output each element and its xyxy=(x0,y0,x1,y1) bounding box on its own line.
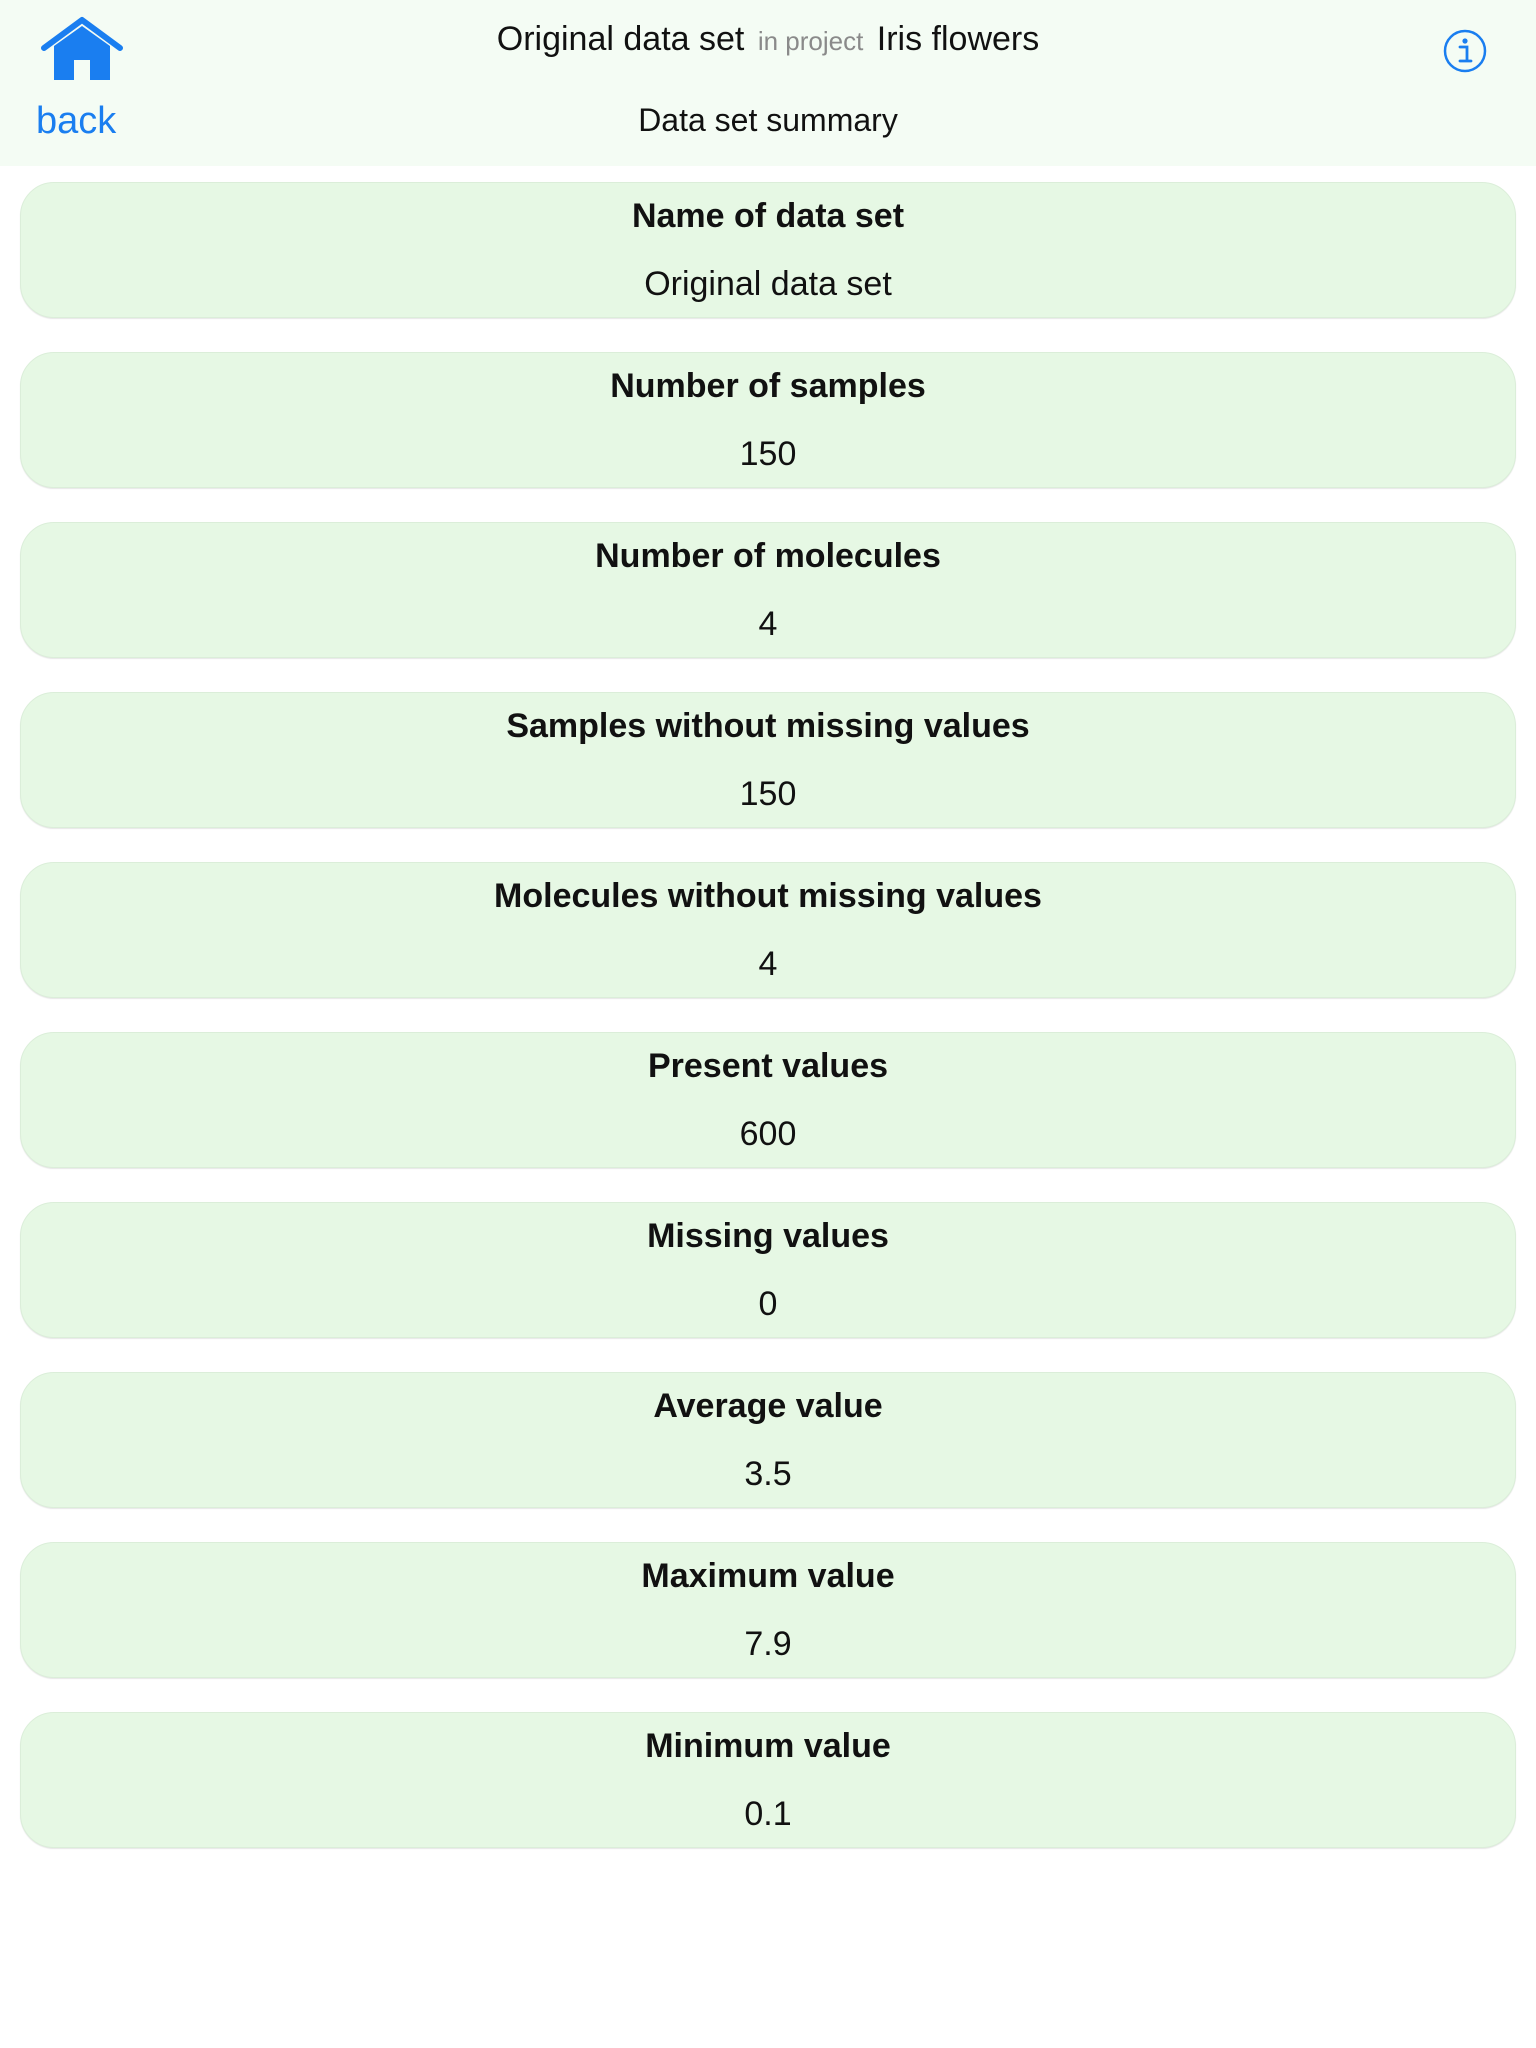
page-subtitle: Data set summary xyxy=(638,102,898,138)
summary-label: Number of molecules xyxy=(595,537,941,575)
summary-label: Molecules without missing values xyxy=(494,877,1042,915)
page-title xyxy=(0,20,1536,59)
project-name: Iris flowers xyxy=(876,20,1040,58)
info-icon[interactable] xyxy=(1442,28,1488,74)
summary-label: Samples without missing values xyxy=(506,707,1030,745)
summary-label: Present values xyxy=(647,1047,889,1085)
summary-value: 4 xyxy=(758,605,778,643)
in-project-label: in project xyxy=(757,26,864,56)
summary-label: Number of samples xyxy=(610,367,926,405)
summary-list xyxy=(20,182,1516,1882)
summary-value: 0.1 xyxy=(744,1795,792,1833)
summary-card-present-values xyxy=(20,1032,1516,1168)
summary-value: 3.5 xyxy=(744,1455,792,1493)
summary-card-missing-values xyxy=(20,1202,1516,1338)
summary-card-maximum-value xyxy=(20,1542,1516,1678)
summary-label: Maximum value xyxy=(641,1557,895,1595)
summary-card-minimum-value xyxy=(20,1712,1516,1848)
summary-card-average-value xyxy=(20,1372,1516,1508)
summary-value: 150 xyxy=(739,775,797,813)
summary-card-molecules-without-missing xyxy=(20,862,1516,998)
summary-value: Original data set xyxy=(644,265,892,303)
summary-card-dataset-name xyxy=(20,182,1516,318)
summary-label: Minimum value xyxy=(645,1727,891,1765)
summary-value: 4 xyxy=(758,945,778,983)
dataset-name: Original data set xyxy=(496,20,745,58)
summary-label: Missing values xyxy=(647,1217,889,1255)
summary-card-number-of-samples xyxy=(20,352,1516,488)
summary-card-samples-without-missing xyxy=(20,692,1516,828)
back-label[interactable]: back xyxy=(36,100,117,142)
summary-value: 7.9 xyxy=(744,1625,792,1663)
summary-value: 150 xyxy=(739,435,797,473)
summary-value: 600 xyxy=(739,1115,797,1153)
summary-label: Name of data set xyxy=(631,197,905,235)
navigation-header xyxy=(0,0,1536,166)
summary-card-number-of-molecules xyxy=(20,522,1516,658)
summary-label: Average value xyxy=(653,1387,883,1425)
summary-value: 0 xyxy=(758,1285,778,1323)
